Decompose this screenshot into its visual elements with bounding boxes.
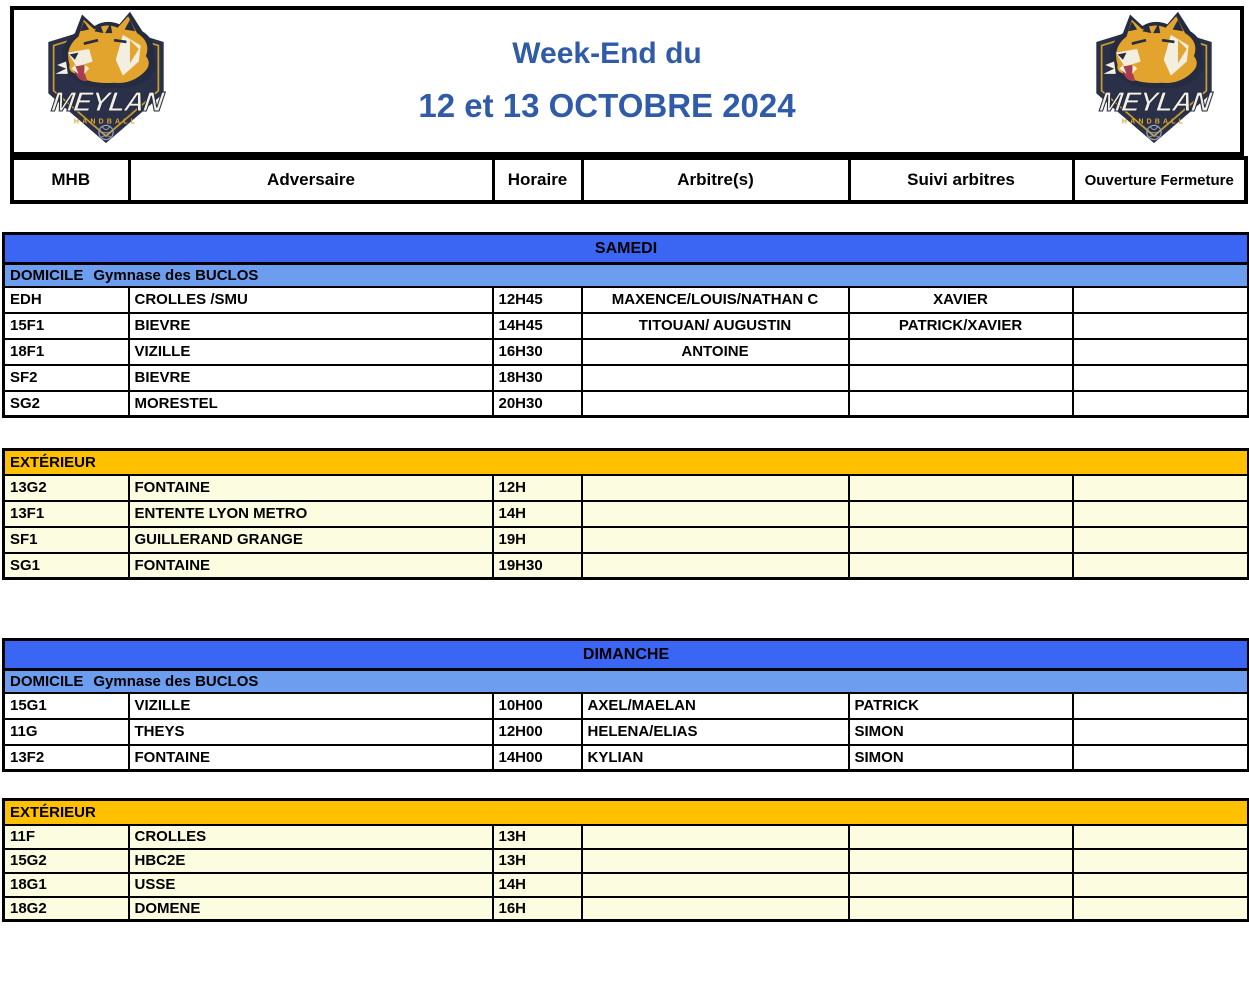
logo-sport-name: HANDBALL [1121, 117, 1187, 126]
column-header-row [10, 156, 1248, 204]
cell-mhb: 11F [4, 825, 129, 849]
header-box [10, 6, 1244, 156]
cell-horaire: 14H00 [493, 745, 582, 771]
match-row [4, 339, 1249, 365]
cell-adversaire: MORESTEL [129, 391, 493, 417]
cell-suivi [849, 339, 1073, 365]
cell-adversaire: CROLLES /SMU [129, 287, 493, 313]
cell-arbitres [582, 849, 849, 873]
cell-suivi [849, 365, 1073, 391]
match-row [4, 825, 1249, 849]
cell-adversaire: FONTAINE [129, 745, 493, 771]
cell-ouverture [1073, 339, 1249, 365]
cell-suivi: SIMON [849, 745, 1073, 771]
cell-suivi: PATRICK/XAVIER [849, 313, 1073, 339]
cell-suivi [849, 825, 1073, 849]
cell-horaire: 12H00 [493, 719, 582, 745]
cell-horaire: 18H30 [493, 365, 582, 391]
cell-suivi [849, 849, 1073, 873]
cell-adversaire: FONTAINE [129, 553, 493, 579]
dimanche-day-band [4, 640, 1249, 670]
cell-mhb: 18G1 [4, 873, 129, 897]
match-row [4, 287, 1249, 313]
cell-horaire: 10H00 [493, 693, 582, 719]
samedi-day-label: SAMEDI [4, 234, 1249, 264]
cell-horaire: 16H30 [493, 339, 582, 365]
cell-arbitres [582, 825, 849, 849]
title-line-1: Week-End du [512, 37, 702, 70]
match-row [4, 849, 1249, 873]
cell-mhb: EDH [4, 287, 129, 313]
match-row [4, 719, 1249, 745]
cell-arbitres [582, 475, 849, 501]
match-row [4, 365, 1249, 391]
dimanche-exterieur-label: EXTÉRIEUR [4, 800, 1249, 825]
dimanche-day-label: DIMANCHE [4, 640, 1249, 670]
club-logo-right [1070, 10, 1238, 152]
cell-adversaire: VIZILLE [129, 339, 493, 365]
cell-suivi [849, 501, 1073, 527]
cell-horaire: 19H30 [493, 553, 582, 579]
cell-arbitres: MAXENCE/LOUIS/NATHAN C [582, 287, 849, 313]
dimanche-table [2, 638, 1249, 772]
cell-mhb: 18G2 [4, 897, 129, 921]
samedi-exterieur-band [4, 450, 1249, 475]
cell-suivi [849, 475, 1073, 501]
dimanche-venue-band [4, 670, 1249, 693]
cell-suivi [849, 897, 1073, 921]
cell-arbitres [582, 553, 849, 579]
cell-ouverture [1073, 719, 1249, 745]
cell-adversaire: DOMENE [129, 897, 493, 921]
cell-arbitres [582, 365, 849, 391]
match-row [4, 897, 1249, 921]
cell-ouverture [1073, 897, 1249, 921]
cell-suivi: XAVIER [849, 287, 1073, 313]
cell-ouverture [1073, 501, 1249, 527]
samedi-venue-label [4, 264, 1249, 287]
match-row [4, 873, 1249, 897]
lynx-icon [55, 12, 155, 89]
venue-prefix: DOMICILE [10, 266, 84, 284]
cell-horaire: 16H [493, 897, 582, 921]
match-row [4, 527, 1249, 553]
cell-adversaire: VIZILLE [129, 693, 493, 719]
col-header-suivi: Suivi arbitres [849, 158, 1073, 202]
cell-adversaire: ENTENTE LYON METRO [129, 501, 493, 527]
cell-horaire: 12H [493, 475, 582, 501]
lynx-icon [1103, 12, 1203, 89]
cell-ouverture [1073, 849, 1249, 873]
cell-suivi [849, 873, 1073, 897]
cell-adversaire: THEYS [129, 719, 493, 745]
cell-arbitres [582, 501, 849, 527]
schedule-sheet [0, 6, 1249, 988]
cell-suivi [849, 553, 1073, 579]
cell-ouverture [1073, 825, 1249, 849]
cell-arbitres: KYLIAN [582, 745, 849, 771]
cell-horaire: 13H [493, 849, 582, 873]
col-header-adversaire: Adversaire [129, 158, 493, 202]
page-title [190, 37, 1024, 125]
cell-suivi [849, 527, 1073, 553]
cell-adversaire: HBC2E [129, 849, 493, 873]
cell-horaire: 14H [493, 873, 582, 897]
cell-horaire: 19H [493, 527, 582, 553]
cell-mhb: 15G2 [4, 849, 129, 873]
venue-name: Gymnase des BUCLOS [93, 672, 259, 690]
cell-suivi: PATRICK [849, 693, 1073, 719]
cell-suivi [849, 391, 1073, 417]
cell-ouverture [1073, 287, 1249, 313]
samedi-exterieur-table [2, 448, 1249, 580]
match-row [4, 475, 1249, 501]
venue-prefix: DOMICILE [10, 672, 84, 690]
cell-ouverture [1073, 553, 1249, 579]
cell-mhb: SG1 [4, 553, 129, 579]
cell-horaire: 12H45 [493, 287, 582, 313]
dimanche-venue-label [4, 670, 1249, 693]
cell-ouverture [1073, 365, 1249, 391]
samedi-day-band [4, 234, 1249, 264]
cell-adversaire: BIEVRE [129, 365, 493, 391]
cell-horaire: 14H45 [493, 313, 582, 339]
match-row [4, 501, 1249, 527]
cell-adversaire: USSE [129, 873, 493, 897]
cell-arbitres [582, 391, 849, 417]
col-header-arbitres: Arbitre(s) [582, 158, 849, 202]
dimanche-exterieur-table [2, 798, 1249, 922]
match-row [4, 745, 1249, 771]
match-row [4, 391, 1249, 417]
col-header-horaire: Horaire [493, 158, 582, 202]
cell-arbitres [582, 527, 849, 553]
cell-arbitres [582, 897, 849, 921]
cell-ouverture [1073, 745, 1249, 771]
cell-mhb: SF2 [4, 365, 129, 391]
cell-mhb: 11G [4, 719, 129, 745]
cell-arbitres: HELENA/ELIAS [582, 719, 849, 745]
cell-horaire: 13H [493, 825, 582, 849]
logo-club-name: MEYLAN [49, 86, 165, 118]
cell-ouverture [1073, 527, 1249, 553]
cell-mhb: SG2 [4, 391, 129, 417]
cell-arbitres: ANTOINE [582, 339, 849, 365]
cell-adversaire: CROLLES [129, 825, 493, 849]
cell-ouverture [1073, 313, 1249, 339]
cell-mhb: 13G2 [4, 475, 129, 501]
match-row [4, 693, 1249, 719]
cell-mhb: 15G1 [4, 693, 129, 719]
cell-mhb: SF1 [4, 527, 129, 553]
logo-club-name: MEYLAN [1097, 86, 1213, 118]
col-header-ouverture: Ouverture Fermeture [1073, 158, 1246, 202]
cell-mhb: 13F2 [4, 745, 129, 771]
cell-arbitres: TITOUAN/ AUGUSTIN [582, 313, 849, 339]
cell-mhb: 18F1 [4, 339, 129, 365]
logo-sport-name: HANDBALL [73, 117, 139, 126]
col-header-mhb: MHB [12, 158, 129, 202]
cell-adversaire: GUILLERAND GRANGE [129, 527, 493, 553]
cell-arbitres [582, 873, 849, 897]
cell-mhb: 13F1 [4, 501, 129, 527]
cell-ouverture [1073, 475, 1249, 501]
dimanche-exterieur-band [4, 800, 1249, 825]
cell-ouverture [1073, 873, 1249, 897]
cell-adversaire: BIEVRE [129, 313, 493, 339]
cell-mhb: 15F1 [4, 313, 129, 339]
cell-horaire: 14H [493, 501, 582, 527]
cell-adversaire: FONTAINE [129, 475, 493, 501]
match-row [4, 313, 1249, 339]
title-line-2: 12 et 13 OCTOBRE 2024 [418, 87, 796, 124]
match-row [4, 553, 1249, 579]
samedi-table [2, 232, 1249, 418]
cell-ouverture [1073, 391, 1249, 417]
samedi-exterieur-label: EXTÉRIEUR [4, 450, 1249, 475]
club-logo-left [22, 10, 190, 152]
cell-horaire: 20H30 [493, 391, 582, 417]
venue-name: Gymnase des BUCLOS [93, 266, 259, 284]
cell-arbitres: AXEL/MAELAN [582, 693, 849, 719]
samedi-venue-band [4, 264, 1249, 287]
cell-suivi: SIMON [849, 719, 1073, 745]
cell-ouverture [1073, 693, 1249, 719]
